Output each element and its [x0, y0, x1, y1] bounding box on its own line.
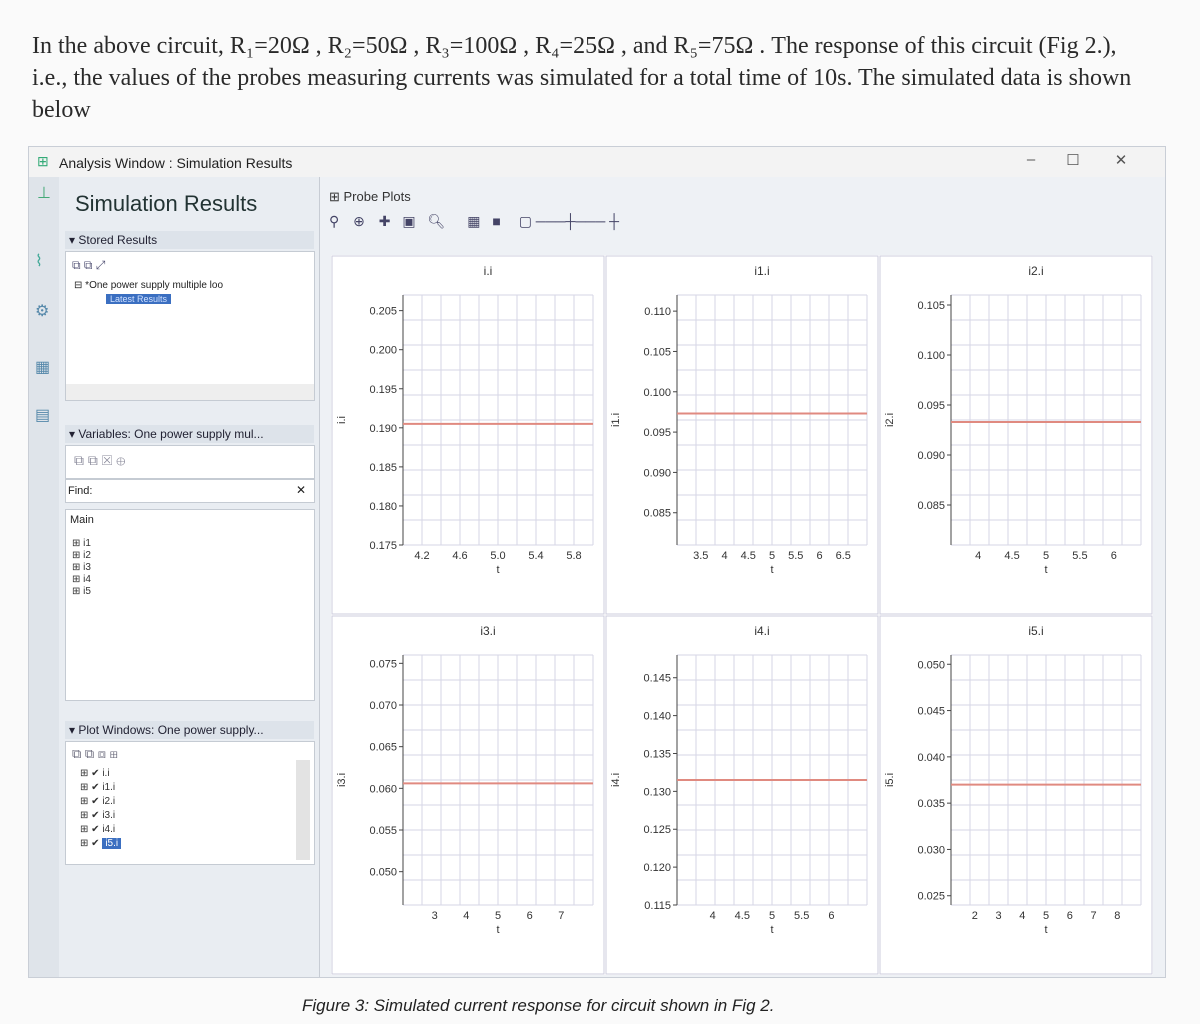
probe-plots-label: Probe Plots [343, 189, 411, 204]
sidebar-strip [29, 177, 59, 977]
x-tick-label: 4.2 [414, 550, 430, 562]
y-tick-label: 0.195 [369, 383, 397, 396]
pin-icon[interactable]: ⊥ [37, 185, 51, 202]
tree-item-label: i2 [83, 550, 91, 561]
zoom-box-icon[interactable]: ▣ [402, 213, 416, 229]
y-tick-label: 0.205 [369, 305, 397, 318]
plot-item-label: i2.i [102, 796, 116, 807]
tree-item-label: i1 [83, 538, 91, 549]
x-tick-label: 4.5 [734, 910, 750, 922]
plot-item[interactable]: ⊞ ✔ i3.i [80, 810, 116, 821]
x-tick-label: 4.6 [452, 550, 468, 562]
result-name: *One power supply multiple loo [85, 280, 224, 291]
plot-item[interactable]: ⊞ ✔ i2.i [80, 796, 116, 807]
tree-item-label: i5 [83, 586, 91, 597]
y-tick-label: 0.180 [369, 500, 397, 513]
stored-results-label: Stored Results [78, 233, 158, 247]
y-tick-label: 0.075 [369, 658, 397, 671]
x-tick-label: 7 [558, 910, 565, 922]
probe-plots-tab[interactable]: ⊞ Probe Plots [329, 189, 411, 204]
x-tick-label: 6 [816, 550, 823, 562]
plot-item-label: i1.i [102, 782, 116, 793]
x-tick-label: 5 [494, 910, 502, 922]
y-tick-label: 0.200 [369, 344, 397, 357]
window-title: Analysis Window : Simulation Results [59, 155, 293, 171]
simulation-results-heading: Simulation Results [75, 191, 258, 216]
y-tick-label: 0.050 [369, 866, 397, 879]
result-item[interactable]: ⊟ *One power supply multiple loo [74, 280, 224, 291]
probe-plots-svg [331, 255, 1153, 975]
y-tick-label: 0.060 [369, 783, 397, 796]
plot-title: i3.i [480, 624, 496, 638]
plot-windows-label: Plot Windows: One power supply... [78, 723, 264, 737]
y-tick-label: 0.090 [643, 467, 671, 480]
x-tick-label: 6 [526, 910, 533, 922]
x-tick-label: 5.5 [788, 550, 804, 562]
y-tick-label: 0.140 [643, 710, 671, 723]
table-icon[interactable]: ▤ [35, 407, 51, 424]
plot-item-label: i5.i [102, 838, 121, 849]
y-tick-label: 0.175 [369, 540, 397, 552]
x-axis-label: t [1044, 564, 1048, 576]
clear-find-icon[interactable]: ✕ [295, 483, 306, 497]
close-button[interactable]: ✕ [1114, 152, 1128, 169]
stored-results-header[interactable]: ▾ Stored Results [65, 231, 314, 249]
x-tick-label: 4 [463, 910, 470, 922]
zoom-in-icon[interactable]: ✚ [378, 213, 391, 229]
y-tick-label: 0.100 [917, 350, 945, 362]
x-tick-label: 8 [1114, 910, 1121, 922]
x-axis-label: t [496, 564, 500, 576]
tree-item-i1[interactable]: ⊞ i1 [72, 538, 91, 549]
variables-header[interactable]: ▾ Variables: One power supply mul... [65, 425, 314, 443]
variables-toolbar-icons[interactable]: ⧉ ⧉ ☒ ⊕ [74, 452, 126, 468]
y-tick-label: 0.025 [917, 890, 945, 903]
y-tick-label: 0.055 [369, 825, 397, 837]
plot-title: i.i [483, 264, 493, 278]
y-axis-label: i1.i [610, 412, 622, 428]
plot-item-label: i4.i [102, 824, 116, 835]
plot-toolbar [329, 213, 1149, 235]
y-tick-label: 0.085 [643, 507, 671, 520]
variables-toolbar [65, 445, 315, 479]
plot-item[interactable]: ⊞ ✔ i1.i [80, 782, 116, 793]
tree-item-i5[interactable]: ⊞ i5 [72, 586, 91, 597]
y-axis-label: i2.i [884, 412, 896, 428]
plot-title: i2.i [1028, 264, 1044, 278]
intro-paragraph: In the above circuit, R₁=20Ω , R₂=50Ω , R₃=100Ω , R₄=25Ω , and R₅=75Ω . The response of this circuit (Fig 2.), i.e., the values of the probes measuring currents was simulated for a total time of 10s. The simulated data is shown below [32, 33, 1132, 123]
tree-item-label: i4 [83, 574, 91, 585]
plot-windows-toolbar-icons[interactable]: ⧉ ⧉ ⧈ ⊞ [72, 746, 118, 761]
tree-item-label: i3 [83, 562, 91, 573]
find-bar [65, 479, 315, 503]
x-axis-label: t [496, 924, 500, 936]
plot-item-label: i3.i [102, 810, 116, 821]
x-tick-label: 6.5 [835, 550, 851, 562]
plot-windows-list [65, 741, 315, 865]
find-label: Find: [68, 485, 93, 497]
y-tick-label: 0.085 [917, 500, 945, 512]
plot-windows-header[interactable]: ▾ Plot Windows: One power supply... [65, 721, 314, 739]
x-tick-label: 4.5 [740, 550, 756, 562]
x-tick-label: 5 [768, 550, 776, 562]
y-tick-label: 0.105 [643, 346, 671, 359]
y-tick-label: 0.065 [369, 741, 397, 754]
variables-header-label: Variables: One power supply mul... [78, 427, 264, 441]
y-tick-label: 0.095 [643, 427, 671, 440]
minimize-button[interactable]: – [1026, 151, 1036, 168]
panel-icon[interactable]: ■ [492, 213, 501, 229]
x-tick-label: 4 [721, 550, 728, 562]
x-tick-label: 7 [1090, 910, 1097, 922]
y-tick-label: 0.145 [643, 672, 671, 685]
maximize-button[interactable]: ☐ [1066, 152, 1080, 169]
y-tick-label: 0.125 [643, 824, 671, 837]
point-probe-icon[interactable]: ⊕ [353, 213, 365, 229]
y-tick-label: 0.110 [644, 306, 671, 319]
latest-results-badge[interactable]: Latest Results [106, 294, 171, 304]
tree-item-i2[interactable]: ⊞ i2 [72, 550, 91, 561]
plot-item[interactable]: ⊞ ✔ i4.i [80, 824, 116, 835]
x-tick-label: 4 [1019, 910, 1026, 922]
y-tick-label: 0.120 [643, 862, 671, 875]
x-tick-label: 5.4 [528, 550, 544, 562]
vertical-scrollbar[interactable] [296, 760, 310, 860]
x-tick-label: 3 [995, 910, 1002, 922]
magnify-icon[interactable]: 🔍︎ [427, 213, 446, 229]
y-tick-label: 0.070 [369, 700, 397, 712]
y-tick-label: 0.045 [917, 705, 945, 718]
x-axis-label: t [770, 564, 774, 576]
y-tick-label: 0.135 [643, 748, 671, 761]
y-axis-label: i5.i [884, 772, 896, 788]
y-tick-label: 0.190 [369, 422, 397, 435]
y-tick-label: 0.100 [643, 386, 671, 399]
y-tick-label: 0.105 [917, 300, 945, 312]
probe-plot-area [331, 255, 1153, 975]
x-tick-label: 5.0 [490, 550, 506, 562]
variables-tree [65, 509, 315, 701]
x-tick-label: 6 [1066, 910, 1073, 922]
x-tick-label: 3 [431, 910, 438, 922]
tree-item-i4[interactable]: ⊞ i4 [72, 574, 91, 585]
x-tick-label: 5.5 [794, 910, 810, 922]
result-toolbar-icons[interactable]: ⧉ ⧉ ⤢ [72, 258, 106, 272]
x-tick-label: 5 [1042, 910, 1050, 922]
y-tick-label: 0.040 [917, 751, 945, 764]
chart-icon[interactable]: ⌇ [35, 253, 43, 270]
range-slider-icon[interactable]: ▢ ───┼─── ┼ [518, 213, 620, 229]
x-tick-label: 6 [1110, 550, 1117, 562]
x-tick-label: 5 [1042, 550, 1050, 562]
x-tick-label: 5.5 [1072, 550, 1088, 562]
plot-item[interactable]: ⊞ ✔ i.i [80, 768, 110, 779]
app-icon: ⊞ [37, 153, 49, 169]
model-icon[interactable]: ⚙ [35, 303, 50, 320]
y-tick-label: 0.185 [369, 461, 397, 474]
stored-results-list [65, 251, 315, 401]
y-tick-label: 0.030 [917, 844, 945, 857]
results-panel [29, 177, 320, 977]
main-label: Main [70, 514, 94, 526]
pointer-tool-icon[interactable]: ⚲ [329, 213, 340, 229]
window-titlebar [29, 147, 1165, 177]
analysis-window [28, 146, 1166, 978]
figure-caption: Figure 3: Simulated current response for circuit shown in Fig 2. [302, 996, 775, 1015]
x-tick-label: 5.8 [566, 550, 582, 562]
plot-title: i5.i [1028, 624, 1044, 638]
plot-title: i1.i [754, 264, 770, 278]
y-tick-label: 0.035 [917, 798, 945, 811]
x-tick-label: 3.5 [693, 550, 709, 562]
x-tick-label: 6 [828, 910, 835, 922]
y-tick-label: 0.130 [643, 786, 671, 799]
x-tick-label: 4 [709, 910, 716, 922]
plot-item-selected[interactable]: ⊞ ✔ i5.i [80, 838, 121, 849]
grid-toggle-icon[interactable]: ▦ [467, 213, 481, 229]
x-axis-label: t [770, 924, 774, 936]
y-tick-label: 0.095 [917, 400, 945, 412]
y-tick-label: 0.115 [644, 900, 671, 912]
plot-item-label: i.i [102, 768, 110, 779]
y-tick-label: 0.090 [917, 450, 945, 462]
x-tick-label: 4.5 [1004, 550, 1020, 562]
y-axis-label: i4.i [610, 772, 622, 788]
x-tick-label: 4 [975, 550, 982, 562]
x-tick-label: 2 [971, 910, 978, 922]
tree-item-i3[interactable]: ⊞ i3 [72, 562, 91, 573]
grid-icon[interactable]: ▦ [35, 359, 51, 376]
y-tick-label: 0.050 [917, 659, 945, 672]
x-tick-label: 5 [768, 910, 776, 922]
plot-title: i4.i [754, 624, 770, 638]
y-axis-label: i3.i [336, 772, 348, 788]
horizontal-scrollbar[interactable] [66, 384, 314, 400]
y-axis-label: i.i [336, 416, 348, 424]
x-axis-label: t [1044, 924, 1048, 936]
